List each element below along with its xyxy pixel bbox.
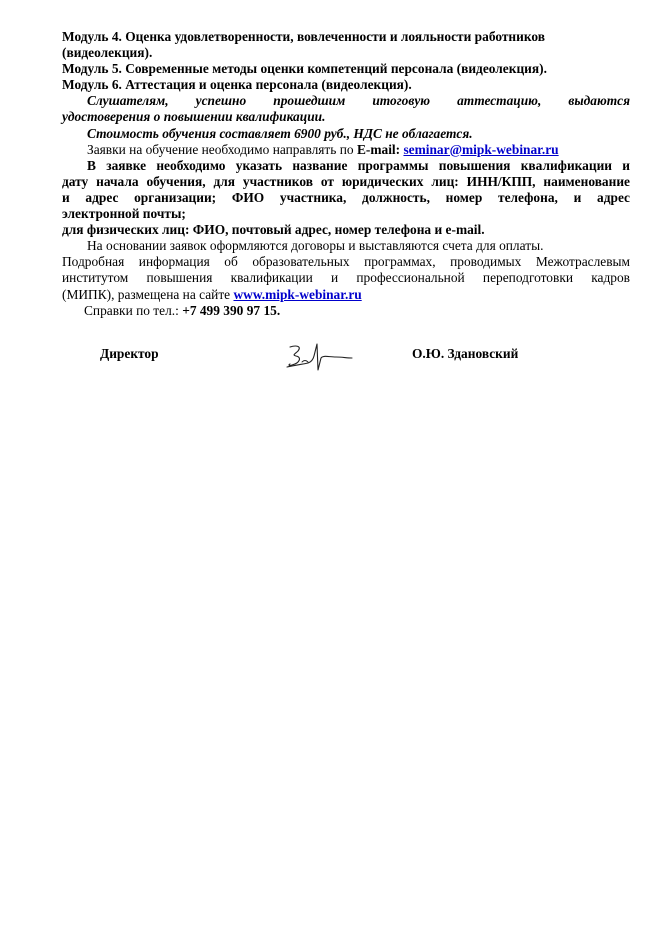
phone-prefix: Справки по тел.: — [84, 302, 183, 318]
email-label: E-mail: — [356, 141, 401, 157]
info-line-3 — [62, 287, 630, 303]
info-line-3-prefix: (МИПК), размещена на сайте — [62, 286, 234, 302]
certificate-line-2: удостоверения о повышении квалификации. — [62, 109, 326, 125]
document-body — [62, 29, 630, 319]
application-prefix: Заявки на обучение необходимо направлять по — [87, 141, 357, 157]
phone-number: +7 499 390 97 15. — [182, 302, 281, 318]
info-line-1: Подробная информация об образовательных программах, проводимых Межотраслевым — [62, 254, 630, 270]
application-line — [62, 142, 630, 158]
module-6: Модуль 6. Аттестация и оценка персонала (видеолекция). — [62, 77, 412, 93]
requirements-line-2: дату начала обучения, для участников от юридических лиц: ИНН/КПП, наименование — [62, 173, 630, 189]
certificate-line-1: Слушателям, успешно прошедшим итоговую аттестацию, выдаются — [87, 93, 630, 109]
director-name: О.Ю. Здановский — [412, 346, 519, 361]
website-link[interactable]: www.mipk-webinar.ru — [233, 286, 362, 302]
module-4-line-1: Модуль 4. Оценка удовлетворенности, вовлеченности и лояльности работников — [62, 29, 545, 44]
info-line-2: институтом повышения квалификации и профессиональной переподготовки кадров — [62, 270, 630, 286]
director-title: Директор — [100, 346, 159, 361]
requirements-line-4: электронной почты; — [62, 206, 186, 222]
handwritten-signature-icon — [284, 338, 356, 376]
module-5: Модуль 5. Современные методы оценки компетенций персонала (видеолекция). — [62, 61, 547, 77]
requirements-line-1: В заявке необходимо указать название программы повышения квалификации и — [87, 157, 630, 173]
requirements-line-3: и адрес организации; ФИО участника, должность, номер телефона, и адрес — [62, 189, 630, 205]
requirements-line-5: для физических лиц: ФИО, почтовый адрес, номер телефона и e-mail. — [62, 222, 485, 238]
phone-line — [62, 303, 630, 319]
signature-block — [0, 338, 660, 378]
email-link[interactable]: seminar@mipk-webinar.ru — [403, 141, 559, 157]
contracts-text: На основании заявок оформляются договоры и выставляются счета для оплаты. — [87, 238, 544, 254]
price-text: Стоимость обучения составляет 6900 руб., НДС не облагается. — [87, 125, 473, 141]
module-4-line-2: (видеолекция). — [62, 45, 153, 61]
